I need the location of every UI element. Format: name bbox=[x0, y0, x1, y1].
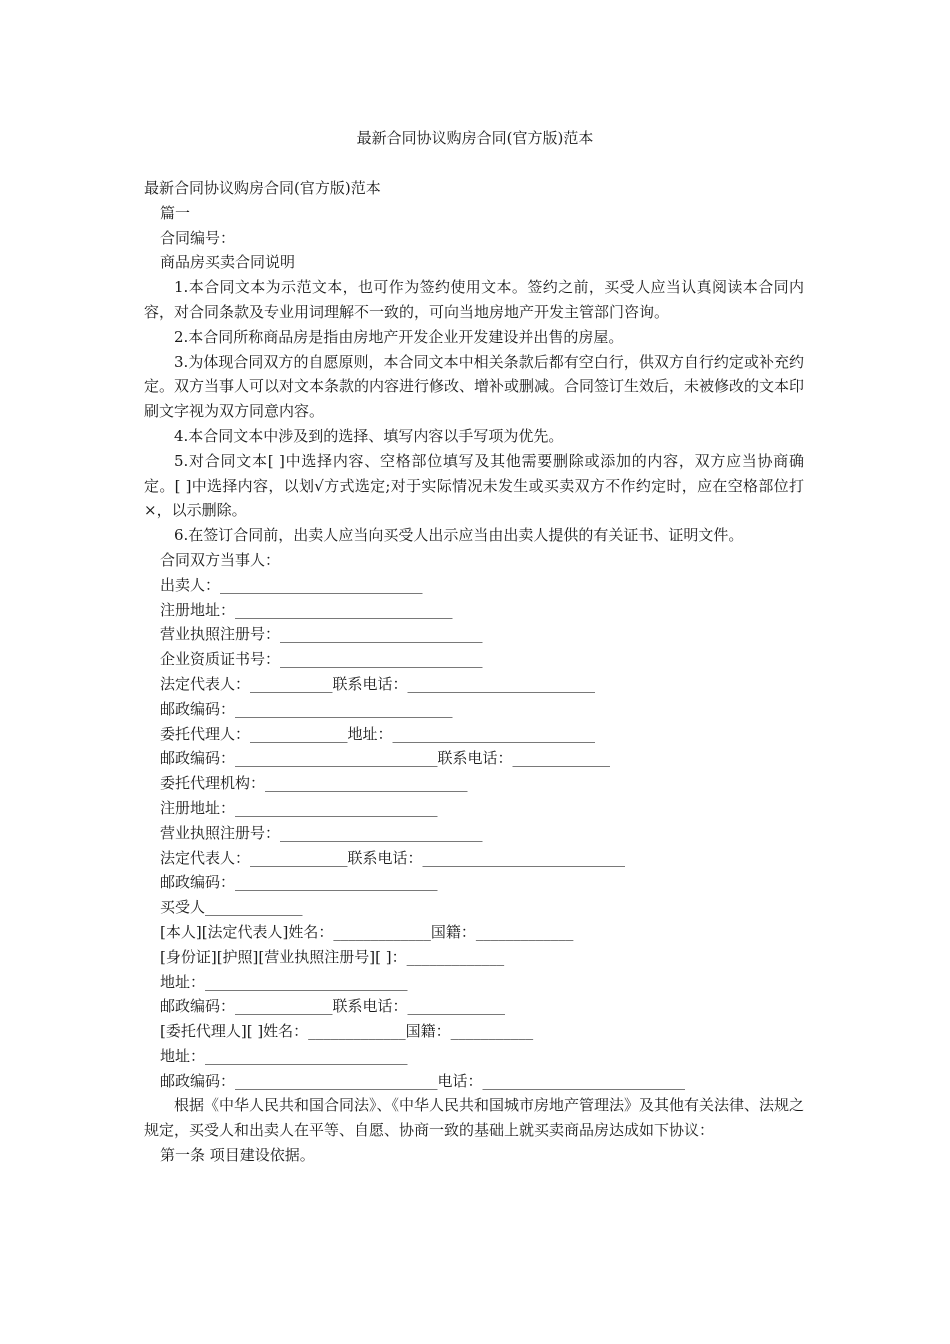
document-line: 企业资质证书号：___________________________ bbox=[160, 650, 483, 669]
document-line: 注册地址：___________________________ bbox=[160, 798, 438, 817]
document-line: [身份证][护照][营业执照注册号][ ]：_____________ bbox=[160, 947, 505, 966]
document-line: 营业执照注册号：___________________________ bbox=[160, 823, 483, 842]
document-body bbox=[144, 176, 804, 1168]
document-line: 委托代理机构：___________________________ bbox=[160, 774, 468, 793]
document-title: 最新合同协议购房合同(官方版)范本 bbox=[356, 129, 594, 147]
document-line: 委托代理人：_____________地址：___________________________ bbox=[160, 724, 596, 743]
document-paragraph: 根据《中华人民共和国合同法》、《中华人民共和国城市房地产管理法》及其他有关法律、法规之规定，买受人和出卖人在平等、自愿、协商一致的基础上就买卖商品房达成如下协议： bbox=[144, 1096, 805, 1140]
document-line: 合同双方当事人： bbox=[160, 550, 281, 569]
document-line: 合同编号： bbox=[160, 228, 236, 247]
document-line: 地址：___________________________ bbox=[160, 972, 408, 991]
document-line: 出卖人：___________________________ bbox=[160, 575, 423, 594]
document-line: 邮政编码：___________________________联系电话：_____________ bbox=[160, 749, 611, 768]
document-line: 第一条 项目建设依据。 bbox=[160, 1146, 315, 1165]
document-paragraph: 6.在签订合同前，出卖人应当向买受人出示应当由出卖人提供的有关证书、证明文件。 bbox=[174, 526, 744, 545]
document-line: 法定代表人：___________联系电话：_________________________ bbox=[160, 674, 596, 693]
document-line: [本人][法定代表人]姓名：_____________国籍：_____________ bbox=[160, 922, 574, 941]
document-line: 注册地址：_____________________________ bbox=[160, 600, 453, 619]
document-heading: 最新合同协议购房合同(官方版)范本 bbox=[144, 179, 381, 197]
document-line: [委托代理人][ ]姓名：_____________国籍：___________ bbox=[160, 1022, 534, 1041]
document-paragraph: 4.本合同文本中涉及到的选择、填写内容以手写项为优先。 bbox=[174, 426, 564, 445]
document-lines bbox=[144, 201, 804, 1168]
document-paragraph: 1.本合同文本为示范文本，也可作为签约使用文本。签约之前，买受人应当认真阅读本合同内容，对合同条款及专业用词理解不一致的，可向当地房地产开发主管部门咨询。 bbox=[144, 278, 804, 321]
document-paragraph: 5.对合同文本[ ]中选择内容、空格部位填写及其他需要删除或添加的内容，双方应当协商确定。[ ]中选择内容，以划√方式选定;对于实际情况未发生或买卖双方不作约定时，应在空格部位打×，以示删除。 bbox=[144, 451, 804, 520]
document-line: 买受人_____________ bbox=[160, 898, 303, 917]
document-line: 邮政编码：_____________________________ bbox=[160, 699, 453, 718]
document-line: 法定代表人：_____________联系电话：___________________________ bbox=[160, 848, 626, 867]
document-line: 地址：___________________________ bbox=[160, 1046, 408, 1065]
document-line: 商品房买卖合同说明 bbox=[160, 253, 296, 272]
document-line: 营业执照注册号：___________________________ bbox=[160, 625, 483, 644]
document-line: 邮政编码：_____________联系电话：_____________ bbox=[160, 997, 506, 1016]
document-paragraph: 2.本合同所称商品房是指由房地产开发企业开发建设并出售的房屋。 bbox=[174, 327, 624, 346]
document-line: 邮政编码：___________________________ bbox=[160, 873, 438, 892]
document-line: 邮政编码：___________________________电话：___________________________ bbox=[160, 1071, 686, 1090]
document-line: 篇一 bbox=[160, 203, 191, 222]
document-paragraph: 3.为体现合同双方的自愿原则，本合同文本中相关条款后都有空白行，供双方自行约定或补充约定。双方当事人可以对文本条款的内容进行修改、增补或删减。合同签订生效后，未被修改的文本印刷文字视为双方同意内容。 bbox=[144, 352, 805, 421]
